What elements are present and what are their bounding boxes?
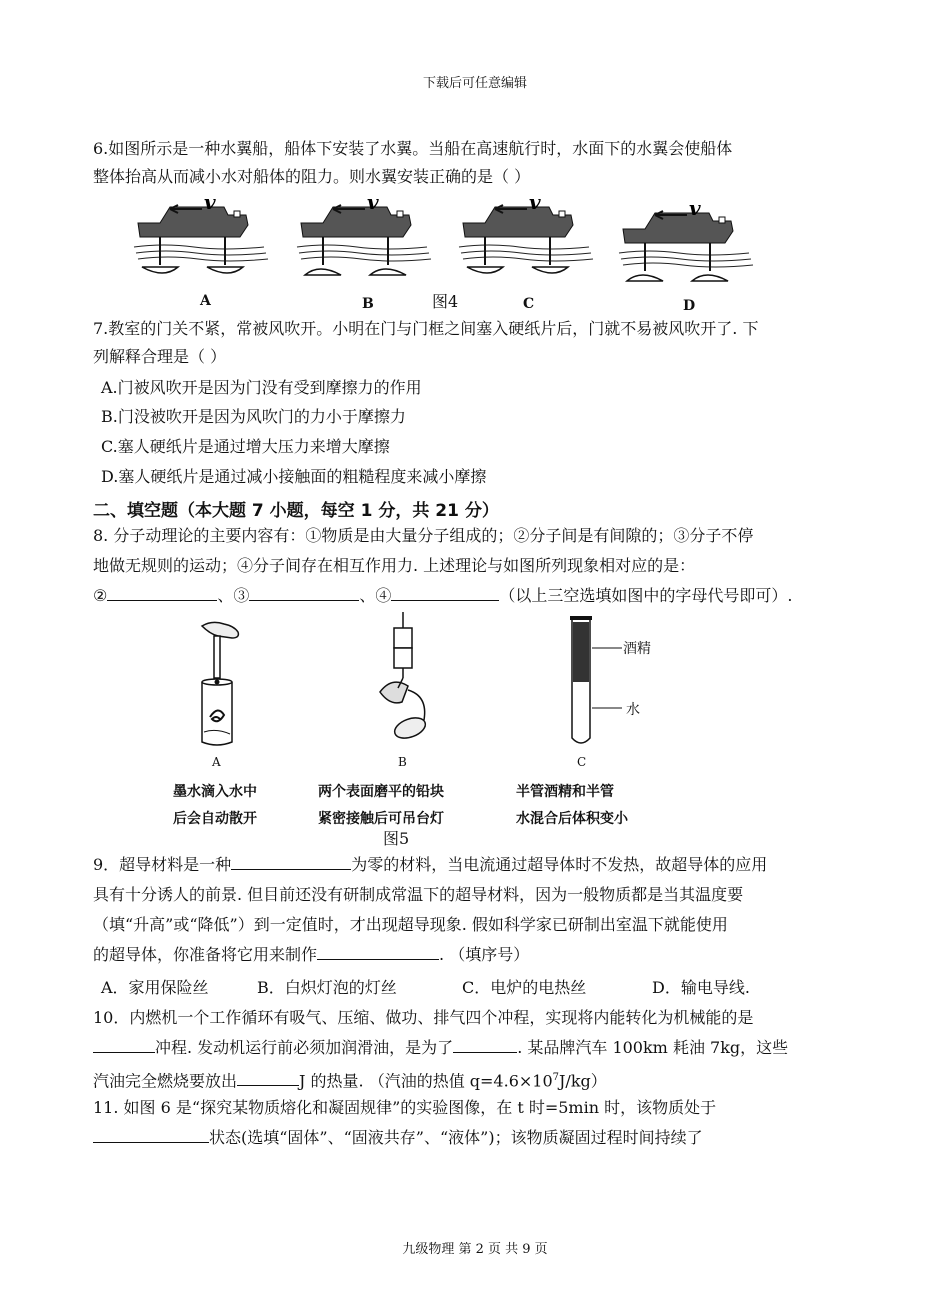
q9-answer-blank-2[interactable] [317,945,439,960]
q10-text-a: 冲程. 发动机运行前必须加润滑油，是为了 [155,1038,454,1057]
svg-text:v: v [529,190,541,214]
q11-line1: 11. 如图 6 是“探究某物质熔化和凝固规律”的实验图像，在 t 时=5min 时，该物质处于 [93,1098,717,1117]
q10-answer-blank-1[interactable] [93,1038,155,1053]
panel-a-letter: A [212,755,221,769]
q11-answer-blank-1[interactable] [93,1128,209,1143]
label-alcohol: 酒精 [623,641,651,657]
section-title: 二、填空题（本大题 7 小题，每空 1 分，共 21 分） [93,501,499,521]
panel-b-caption-1: 两个表面磨平的铅块 [318,784,444,800]
figure4-caption: 图4 [432,292,459,311]
q8-line3-tail: （以上三空选填如图中的字母代号即可）. [499,586,793,605]
q9-option-b: B．白炽灯泡的灯丝 [257,978,397,997]
q8-line1: 8. 分子动理论的主要内容有：①物质是由大量分子组成的；②分子间是有间隙的；③分子不停 [93,526,754,545]
option-label-a: A [200,293,211,309]
panel-c-test-tube-illustration [570,616,622,743]
q10-answer-blank-2[interactable] [453,1038,517,1053]
q7-option-a: A.门被风吹开是因为门没有受到摩擦力的作用 [101,378,422,397]
q7-line2: 列解释合理是（ ） [93,347,227,366]
q9-line3: （填“升高”或“降低”）到一定值时，才出现超导现象. 假如科学家已研制出室温下就能使用 [93,915,728,934]
blank-label-3: 、③ [217,586,250,605]
q7-option-d: D.塞人硬纸片是通过减小接触面的粗糙程度来减小摩擦 [101,467,487,486]
hydrofoil-boat-d [619,196,753,281]
q6-line2: 整体抬高从而减小水对船体的阻力。则水翼安装正确的是（ ） [93,167,531,186]
q7-option-c: C.塞人硬纸片是通过增大压力来增大摩擦 [101,437,390,456]
panel-c-caption-1: 半管酒精和半管 [516,784,614,800]
q10-text-b: . 某品牌汽车 100km 耗油 7kg，这些 [517,1038,789,1057]
q6-line1: 6.如图所示是一种水翼船，船体下安装了水翼。当船在高速航行时，水面下的水翼会使船体 [93,139,733,158]
q10-line1: 10．内燃机一个工作循环有吸气、压缩、做功、排气四个冲程，实现将内能转化为机械能的是 [93,1008,754,1027]
panel-c-letter: C [577,755,587,769]
panel-b-caption-2: 紧密接触后可吊台灯 [318,811,444,827]
page-header: 下载后可任意编辑 [422,76,527,91]
panel-b-lead-blocks-illustration [380,612,428,742]
answer-blank-2[interactable] [107,586,217,601]
answer-blank-3[interactable] [249,586,359,601]
option-label-c: C [523,296,535,312]
blank-label-4: 、④ [359,586,392,605]
q9-option-c: C．电炉的电热丝 [462,978,587,997]
label-water: 水 [626,702,640,718]
q9-line2: 具有十分诱人的前景. 但目前还没有研制成常温下的超导材料，因为一般物质都是当其温度要 [93,885,744,904]
q10-text-d: J 的热量. （汽油的热值 q=4.6×10 [299,1071,553,1091]
q8-line3 [93,586,792,606]
hydrofoil-boat-a [134,190,268,273]
q9-line4 [93,945,529,965]
figure5-illustrations [170,612,690,762]
panel-a-caption-2: 后会自动散开 [173,811,257,827]
q7-line1: 7.教室的门关不紧，常被风吹开。小明在门与门框之间塞入硬纸片后，门就不易被风吹开了. 下 [93,319,759,338]
q9-text-d: . （填序号） [439,945,530,964]
q9-text-b: 为零的材料，当电流通过超导体时不发热，故超导体的应用 [351,855,768,874]
q9-option-d: D．输电导线. [652,978,750,997]
panel-b-letter: B [398,755,407,769]
svg-text:v: v [204,190,216,214]
q9-line1 [93,855,767,875]
svg-text:v: v [367,190,379,214]
panel-a-caption-1: 墨水滴入水中 [173,784,257,800]
q9-option-a: A．家用保险丝 [101,978,209,997]
q9-text-a: 9．超导材料是一种 [93,855,232,874]
option-label-b: B [362,296,374,312]
panel-a-beaker-illustration [202,622,238,745]
q10-exponent: 7 [552,1072,560,1083]
q10-text-e: J/kg） [559,1071,607,1091]
hydrofoil-boat-b [297,190,431,275]
q7-option-b: B.门没被吹开是因为风吹门的力小于摩擦力 [101,407,406,426]
svg-text:v: v [689,196,701,220]
panel-c-caption-2: 水混合后体积变小 [516,811,628,827]
q10-answer-blank-3[interactable] [237,1071,299,1086]
q10-text-c: 汽油完全燃烧要放出 [93,1071,238,1091]
answer-blank-4[interactable] [391,586,499,601]
q10-line2 [93,1038,788,1058]
q10-line3 [93,1068,607,1091]
figure5-caption: 图5 [383,829,410,848]
q9-answer-blank-1[interactable] [231,855,351,870]
hydrofoil-boat-c [459,190,593,273]
q8-line2: 地做无规则的运动；④分子间存在相互作用力. 上述理论与如图所列现象相对应的是： [93,556,696,575]
page-footer: 九级物理 第 2 页 共 9 页 [402,1242,548,1257]
q11-line2 [93,1128,703,1148]
blank-label-2: ② [93,586,108,605]
q11-text: 状态(选填“固体”、“固液共存”、“液体”)；该物质凝固过程时间持续了 [209,1128,703,1147]
q9-text-c: 的超导体，你准备将它用来制作 [93,945,318,964]
option-label-d: D [683,298,696,314]
